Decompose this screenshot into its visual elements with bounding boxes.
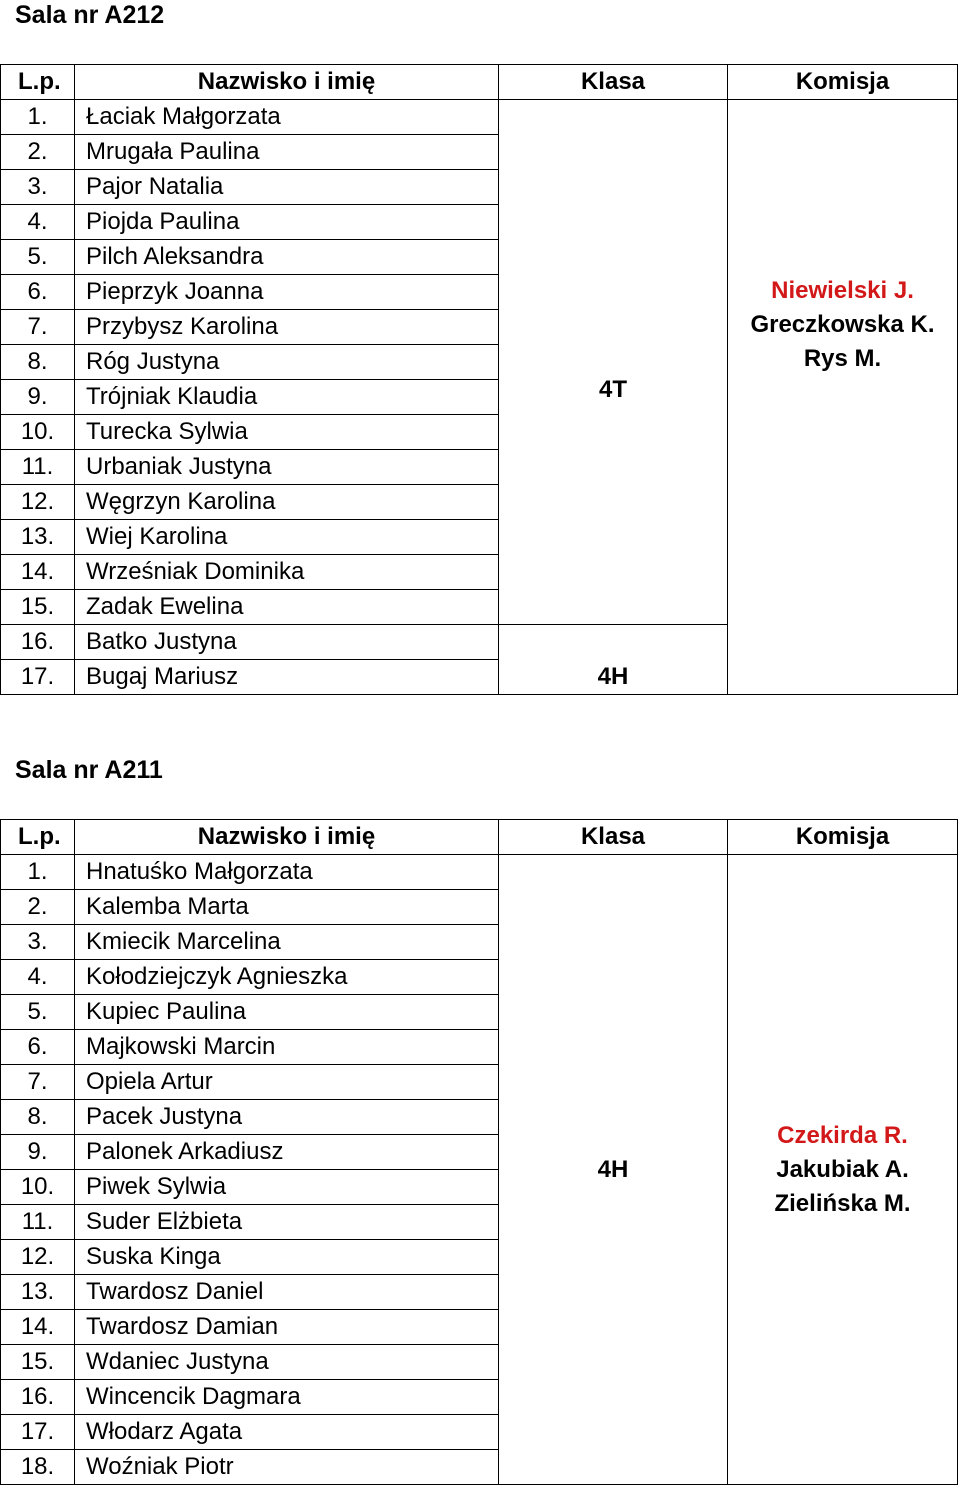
row-number: 9. bbox=[1, 1135, 75, 1170]
row-number: 18. bbox=[1, 1450, 75, 1485]
table-row bbox=[1, 100, 958, 135]
student-name: Opiela Artur bbox=[75, 1065, 499, 1100]
row-number: 14. bbox=[1, 1310, 75, 1345]
header-name: Nazwisko i imię bbox=[75, 65, 499, 100]
committee-chair: Czekirda R. bbox=[777, 1121, 908, 1149]
class-label: 4H bbox=[499, 625, 728, 695]
student-name: Piojda Paulina bbox=[75, 205, 499, 240]
exam-table-room-a212 bbox=[0, 64, 958, 695]
student-name: Pilch Aleksandra bbox=[75, 240, 499, 275]
row-number: 16. bbox=[1, 1380, 75, 1415]
student-name: Urbaniak Justyna bbox=[75, 450, 499, 485]
student-name: Bugaj Mariusz bbox=[75, 660, 499, 695]
room-title: Sala nr A212 bbox=[15, 1, 165, 29]
student-name: Woźniak Piotr bbox=[75, 1450, 499, 1485]
student-name: Pieprzyk Joanna bbox=[75, 275, 499, 310]
room-title: Sala nr A211 bbox=[15, 756, 163, 784]
student-name: Róg Justyna bbox=[75, 345, 499, 380]
row-number: 1. bbox=[1, 855, 75, 890]
committee-chair: Niewielski J. bbox=[771, 277, 914, 304]
row-number: 14. bbox=[1, 555, 75, 590]
student-name: Suder Elżbieta bbox=[75, 1205, 499, 1240]
student-name: Wincencik Dagmara bbox=[75, 1380, 499, 1415]
student-name: Zadak Ewelina bbox=[75, 590, 499, 625]
row-number: 16. bbox=[1, 625, 75, 660]
exam-table-room-a211 bbox=[0, 819, 958, 1485]
student-name: Pacek Justyna bbox=[75, 1100, 499, 1135]
row-number: 15. bbox=[1, 590, 75, 625]
student-name: Kupiec Paulina bbox=[75, 995, 499, 1030]
student-name: Hnatuśko Małgorzata bbox=[75, 855, 499, 890]
row-number: 4. bbox=[1, 205, 75, 240]
header-class: Klasa bbox=[499, 820, 728, 855]
student-name: Łaciak Małgorzata bbox=[75, 100, 499, 135]
row-number: 10. bbox=[1, 1170, 75, 1205]
row-number: 13. bbox=[1, 1275, 75, 1310]
header-lp: L.p. bbox=[1, 820, 75, 855]
class-label: 4H bbox=[499, 855, 728, 1485]
committee-member: Zielińska M. bbox=[774, 1189, 911, 1217]
student-name: Palonek Arkadiusz bbox=[75, 1135, 499, 1170]
student-name: Twardosz Daniel bbox=[75, 1275, 499, 1310]
row-number: 17. bbox=[1, 1415, 75, 1450]
committee-member: Jakubiak A. bbox=[776, 1155, 909, 1183]
row-number: 7. bbox=[1, 1065, 75, 1100]
row-number: 1. bbox=[1, 100, 75, 135]
row-number: 13. bbox=[1, 520, 75, 555]
student-name: Piwek Sylwia bbox=[75, 1170, 499, 1205]
row-number: 8. bbox=[1, 1100, 75, 1135]
student-name: Suska Kinga bbox=[75, 1240, 499, 1275]
row-number: 11. bbox=[1, 1205, 75, 1240]
student-name: Trójniak Klaudia bbox=[75, 380, 499, 415]
row-number: 12. bbox=[1, 485, 75, 520]
row-number: 6. bbox=[1, 275, 75, 310]
row-number: 10. bbox=[1, 415, 75, 450]
student-name: Przybysz Karolina bbox=[75, 310, 499, 345]
row-number: 12. bbox=[1, 1240, 75, 1275]
student-name: Kmiecik Marcelina bbox=[75, 925, 499, 960]
row-number: 8. bbox=[1, 345, 75, 380]
row-number: 15. bbox=[1, 1345, 75, 1380]
row-number: 5. bbox=[1, 995, 75, 1030]
header-committee: Komisja bbox=[728, 65, 958, 100]
header-name: Nazwisko i imię bbox=[75, 820, 499, 855]
student-name: Majkowski Marcin bbox=[75, 1030, 499, 1065]
student-name: Twardosz Damian bbox=[75, 1310, 499, 1345]
row-number: 6. bbox=[1, 1030, 75, 1065]
student-name: Turecka Sylwia bbox=[75, 415, 499, 450]
header-committee: Komisja bbox=[728, 820, 958, 855]
row-number: 2. bbox=[1, 135, 75, 170]
row-number: 4. bbox=[1, 960, 75, 995]
student-name: Pajor Natalia bbox=[75, 170, 499, 205]
committee-cell bbox=[728, 855, 958, 1485]
student-name: Węgrzyn Karolina bbox=[75, 485, 499, 520]
table-row bbox=[1, 855, 958, 890]
student-name: Wrześniak Dominika bbox=[75, 555, 499, 590]
student-name: Wdaniec Justyna bbox=[75, 1345, 499, 1380]
committee-member: Greczkowska K. bbox=[750, 311, 935, 338]
row-number: 2. bbox=[1, 890, 75, 925]
row-number: 7. bbox=[1, 310, 75, 345]
committee-member: Rys M. bbox=[803, 345, 882, 372]
student-name: Kalemba Marta bbox=[75, 890, 499, 925]
committee-cell bbox=[728, 100, 958, 695]
header-class: Klasa bbox=[499, 65, 728, 100]
table-header-row bbox=[1, 820, 958, 855]
row-number: 3. bbox=[1, 925, 75, 960]
row-number: 5. bbox=[1, 240, 75, 275]
class-label: 4T bbox=[499, 100, 728, 625]
student-name: Batko Justyna bbox=[75, 625, 499, 660]
row-number: 9. bbox=[1, 380, 75, 415]
row-number: 3. bbox=[1, 170, 75, 205]
student-name: Włodarz Agata bbox=[75, 1415, 499, 1450]
table-header-row bbox=[1, 65, 958, 100]
row-number: 11. bbox=[1, 450, 75, 485]
row-number: 17. bbox=[1, 660, 75, 695]
student-name: Mrugała Paulina bbox=[75, 135, 499, 170]
student-name: Kołodziejczyk Agnieszka bbox=[75, 960, 499, 995]
student-name: Wiej Karolina bbox=[75, 520, 499, 555]
header-lp: L.p. bbox=[1, 65, 75, 100]
